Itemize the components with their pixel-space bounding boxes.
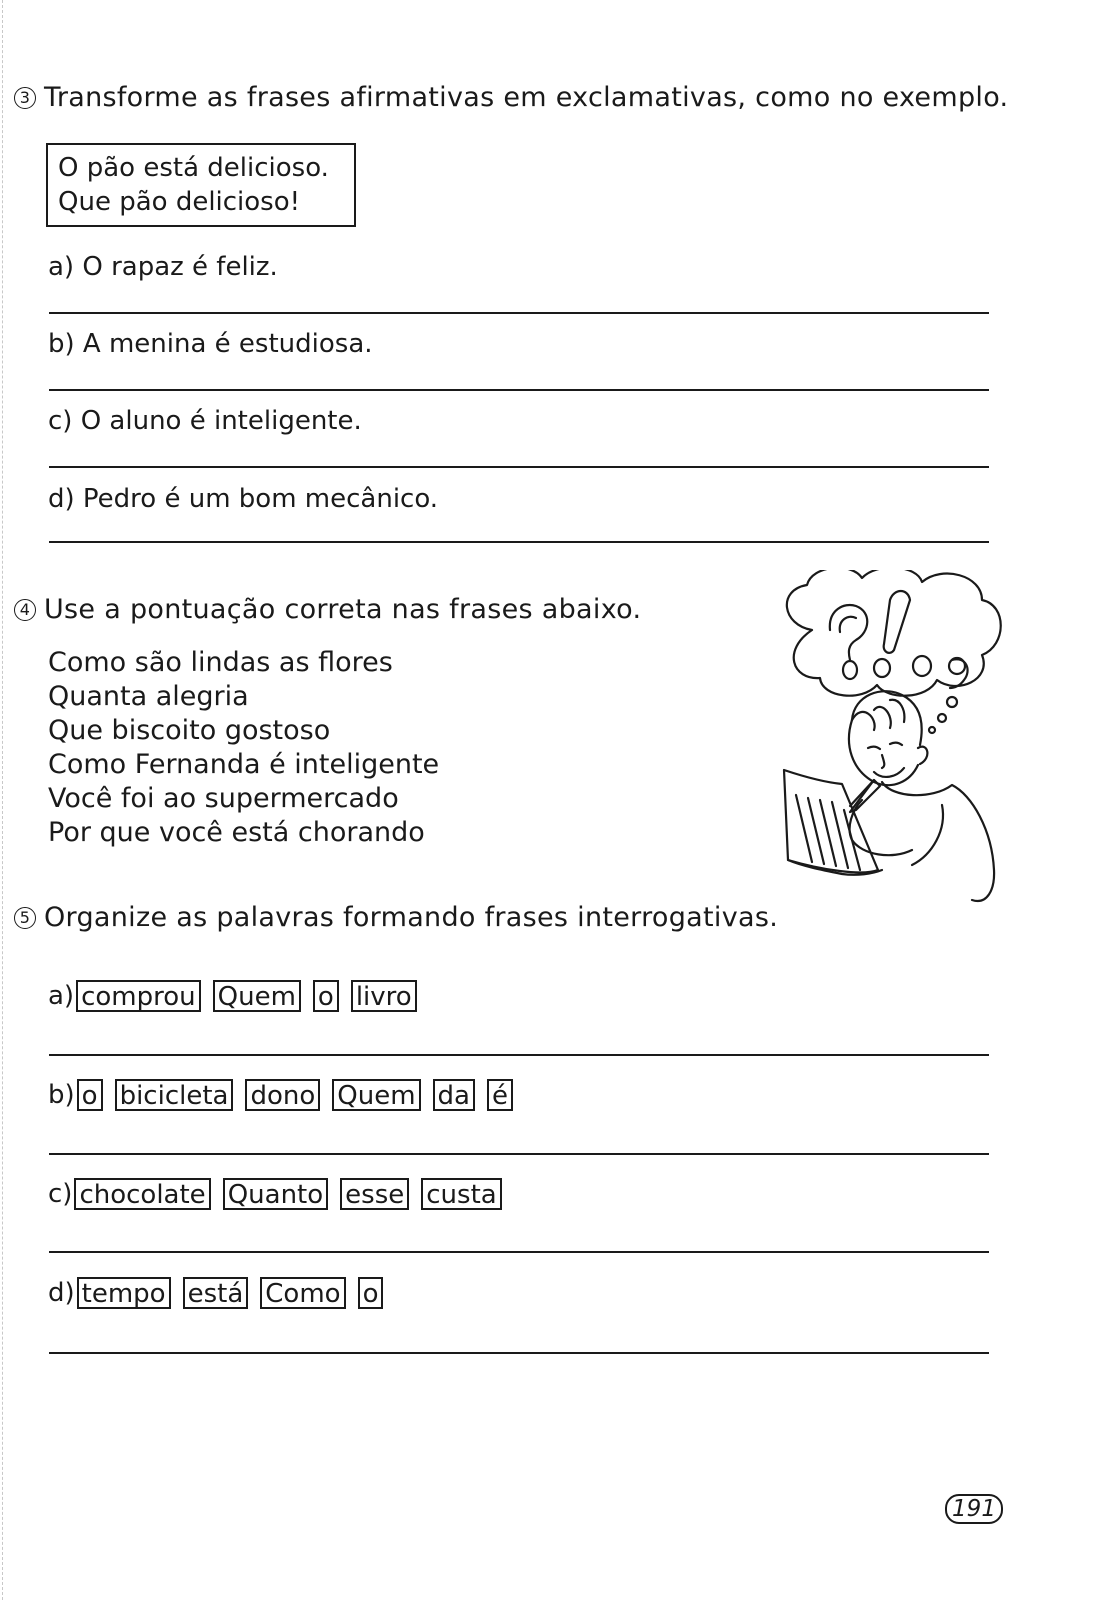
- row-letter-c: c): [48, 1179, 73, 1209]
- word-card[interactable]: comprou: [76, 980, 201, 1012]
- word-card[interactable]: é: [487, 1079, 513, 1111]
- page-edge: [2, 0, 3, 1600]
- answer-line-5a[interactable]: [49, 1054, 989, 1056]
- word-card[interactable]: tempo: [77, 1277, 171, 1309]
- answer-line-3a[interactable]: [49, 312, 989, 314]
- word-card[interactable]: Quem: [332, 1079, 420, 1111]
- answer-line-3d[interactable]: [49, 541, 989, 543]
- answer-line-3c[interactable]: [49, 466, 989, 468]
- exercise-3-item-a: a) O rapaz é feliz.: [48, 252, 278, 282]
- word-row-c: [48, 1178, 514, 1210]
- word-card[interactable]: livro: [351, 980, 417, 1012]
- sentence-3: Que biscoito gostoso: [48, 715, 331, 746]
- example-line-2: Que pão delicioso!: [58, 187, 301, 217]
- word-card[interactable]: Como: [260, 1277, 345, 1309]
- exercise-3-number: 3: [14, 87, 36, 109]
- exercise-3-item-c: c) O aluno é inteligente.: [48, 406, 362, 436]
- word-card[interactable]: custa: [421, 1178, 501, 1210]
- word-card[interactable]: esse: [340, 1178, 409, 1210]
- sentence-5: Você foi ao supermercado: [48, 783, 399, 814]
- word-row-b: [48, 1079, 525, 1111]
- exercise-4-number: 4: [14, 599, 36, 621]
- exercise-5-title: [14, 902, 778, 933]
- sentence-6: Por que você está chorando: [48, 817, 425, 848]
- word-row-d: [48, 1277, 395, 1309]
- exercise-3-title: [14, 82, 1008, 113]
- boy-thinking-question-exclamation-icon: [782, 570, 1022, 920]
- page-number: 191: [945, 1494, 1003, 1524]
- row-letter-b: b): [48, 1080, 75, 1110]
- word-card[interactable]: o: [313, 980, 339, 1012]
- sentence-4: Como Fernanda é inteligente: [48, 749, 440, 780]
- example-line-1: O pão está delicioso.: [58, 153, 329, 183]
- row-letter-a: a): [48, 981, 75, 1011]
- answer-line-5d[interactable]: [49, 1352, 989, 1354]
- word-card[interactable]: Quem: [213, 980, 301, 1012]
- exercise-3-item-d: d) Pedro é um bom mecânico.: [48, 484, 439, 514]
- word-card[interactable]: o: [77, 1079, 103, 1111]
- exercise-5-number: 5: [14, 907, 36, 929]
- exercise-3-item-b: b) A menina é estudiosa.: [48, 329, 373, 359]
- exercise-4-sentences: [48, 646, 439, 850]
- word-card[interactable]: da: [433, 1079, 475, 1111]
- word-card[interactable]: está: [183, 1277, 249, 1309]
- sentence-2: Quanta alegria: [48, 681, 249, 712]
- example-box: [46, 143, 356, 227]
- answer-line-3b[interactable]: [49, 389, 989, 391]
- sentence-1: Como são lindas as flores: [48, 647, 393, 678]
- exercise-4-instruction: Use a pontuação correta nas frases abaixo.: [44, 594, 642, 625]
- word-card[interactable]: o: [358, 1277, 384, 1309]
- answer-line-5c[interactable]: [49, 1251, 989, 1253]
- word-card[interactable]: Quanto: [223, 1178, 328, 1210]
- exercise-5-instruction: Organize as palavras formando frases interrogativas.: [44, 902, 779, 933]
- exercise-3-instruction: Transforme as frases afirmativas em exclamativas, como no exemplo.: [44, 82, 1009, 113]
- word-card[interactable]: bicicleta: [115, 1079, 234, 1111]
- row-letter-d: d): [48, 1278, 75, 1308]
- exercise-4-title: [14, 594, 641, 625]
- word-card[interactable]: dono: [245, 1079, 320, 1111]
- answer-line-5b[interactable]: [49, 1153, 989, 1155]
- word-card[interactable]: chocolate: [74, 1178, 210, 1210]
- word-row-a: [48, 980, 429, 1012]
